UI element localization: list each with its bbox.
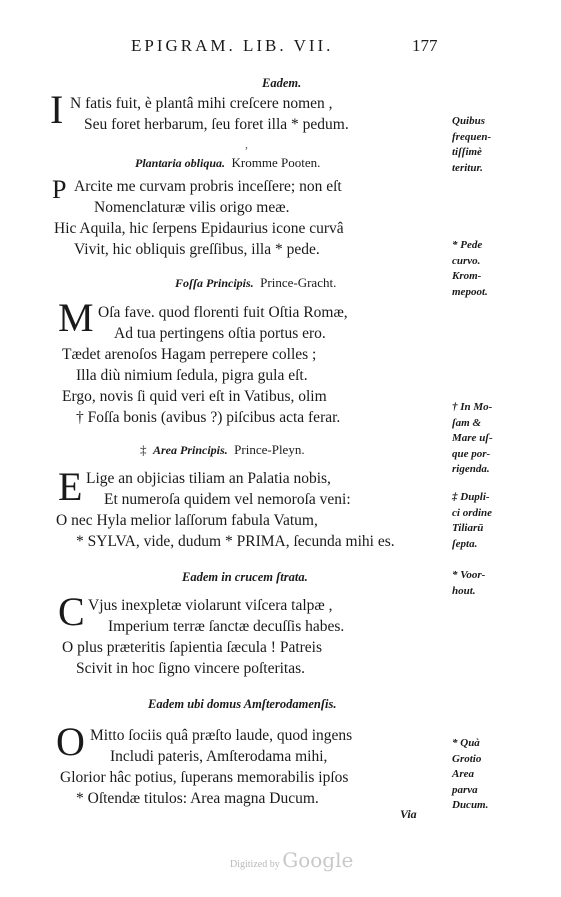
verse-line: N fatis fuit, è plantâ mihi creſcere nomen , <box>70 95 333 112</box>
watermark-prefix: Digitized by <box>230 859 280 870</box>
verse-line: Nomenclaturæ vilis origo meæ. <box>94 199 290 216</box>
poem-title-latin: Plantaria obliqua. <box>135 156 226 170</box>
dagger-mark: ‡ <box>140 442 147 457</box>
poem-title: Eadem. <box>262 76 302 90</box>
page-number: 177 <box>412 36 438 55</box>
poem-title-latin: Foſſa Principis. <box>175 276 254 290</box>
verse-line: Oſa fave. quod florenti fuit Oſtia Romæ, <box>98 304 348 321</box>
verse-line: Seu foret herbarum, ſeu foret illa * pedum. <box>84 116 349 133</box>
verse-line: Et numeroſa quidem vel nemoroſa veni: <box>104 491 351 508</box>
verse-line: * Oſtendæ titulos: Area magna Ducum. <box>76 790 319 807</box>
poem-title-dutch: Kromme Pooten. <box>231 155 321 170</box>
drop-cap: M <box>58 295 94 340</box>
poem-title: Eadem ubi domus Amſterodamenſis. <box>148 697 337 711</box>
drop-cap: P <box>52 175 67 204</box>
margin-note: * Voor- hout. <box>452 569 486 597</box>
verse-line: O nec Hyla melior laſſorum fabula Vatum, <box>56 512 318 529</box>
poem-title <box>140 442 305 458</box>
verse-line: Vjus inexpletæ violarunt viſcera talpæ , <box>88 597 333 614</box>
poem-title <box>135 155 320 171</box>
verse-line: Tædet arenoſos Hagam perrepere colles ; <box>62 346 317 363</box>
poem-title <box>175 275 336 291</box>
verse-line: Mitto ſociis quâ præſto laude, quod ingens <box>90 727 353 744</box>
verse-line: Includi pateris, Amſterodama mihi, <box>110 748 328 765</box>
poem-title: Eadem in crucem ſtrata. <box>182 570 308 584</box>
poem-title-latin: Area Principis. <box>153 443 228 457</box>
poem-title-dutch: Prince-Pleyn. <box>234 442 305 457</box>
margin-note: † In Mo- ſam & Mare uſ- que por- rigenda. <box>452 401 493 475</box>
drop-cap: C <box>58 589 85 634</box>
verse-line: Vivit, hic obliquis greſſibus, illa * pede. <box>74 241 320 258</box>
verse-line: † Foſſa bonis (avibus ?) piſcibus acta ferar. <box>76 409 341 426</box>
margin-note: * Pede curvo. Krom- mepoot. <box>452 239 488 298</box>
margin-note: Quibus frequen- tiſſimè teritur. <box>452 115 492 174</box>
verse-line: Hic Aquila, hic ſerpens Epidaurius icone curvâ <box>54 220 344 237</box>
verse-line: Glorior hâc potius, ſuperans memorabilis ipſos <box>60 769 349 786</box>
drop-cap: E <box>58 464 83 509</box>
watermark-brand: Google <box>282 848 354 872</box>
running-title: EPIGRAM. LIB. VII. <box>131 36 334 55</box>
stray-mark: , <box>245 137 248 151</box>
drop-cap: O <box>56 719 85 764</box>
drop-cap: I <box>50 87 64 132</box>
verse-line: Ergo, novis ſi quid veri eſt in Vatibus, olim <box>62 388 327 405</box>
poem-title-dutch: Prince-Gracht. <box>260 275 337 290</box>
margin-note: ‡ Dupli- ci ordine Tiliarū ſepta. <box>452 491 493 550</box>
verse-line: Lige an objicias tiliam an Palatia nobis, <box>86 470 331 487</box>
verse-line: Ad tua pertingens oſtia portus ero. <box>114 325 326 342</box>
verse-line: O plus præteritis ſapientia ſæcula ! Patreis <box>62 639 323 656</box>
verse-line: * SYLVA, vide, dudum * PRIMA, ſecunda mihi es. <box>76 533 395 550</box>
digitization-watermark <box>230 848 353 872</box>
verse-line: Imperium terræ ſanctæ decuſſis habes. <box>108 618 345 635</box>
margin-note: * Quà Grotio Area parva Ducum. <box>452 737 489 811</box>
verse-line: Arcite me curvam probris inceſſere; non eſt <box>74 178 342 195</box>
verse-line: Scivit in hoc ſigno vincere poſteritas. <box>76 660 306 677</box>
catchword: Via <box>400 807 417 821</box>
verse-line: Illa diù nimium ſedula, pigra gula eſt. <box>76 367 308 384</box>
